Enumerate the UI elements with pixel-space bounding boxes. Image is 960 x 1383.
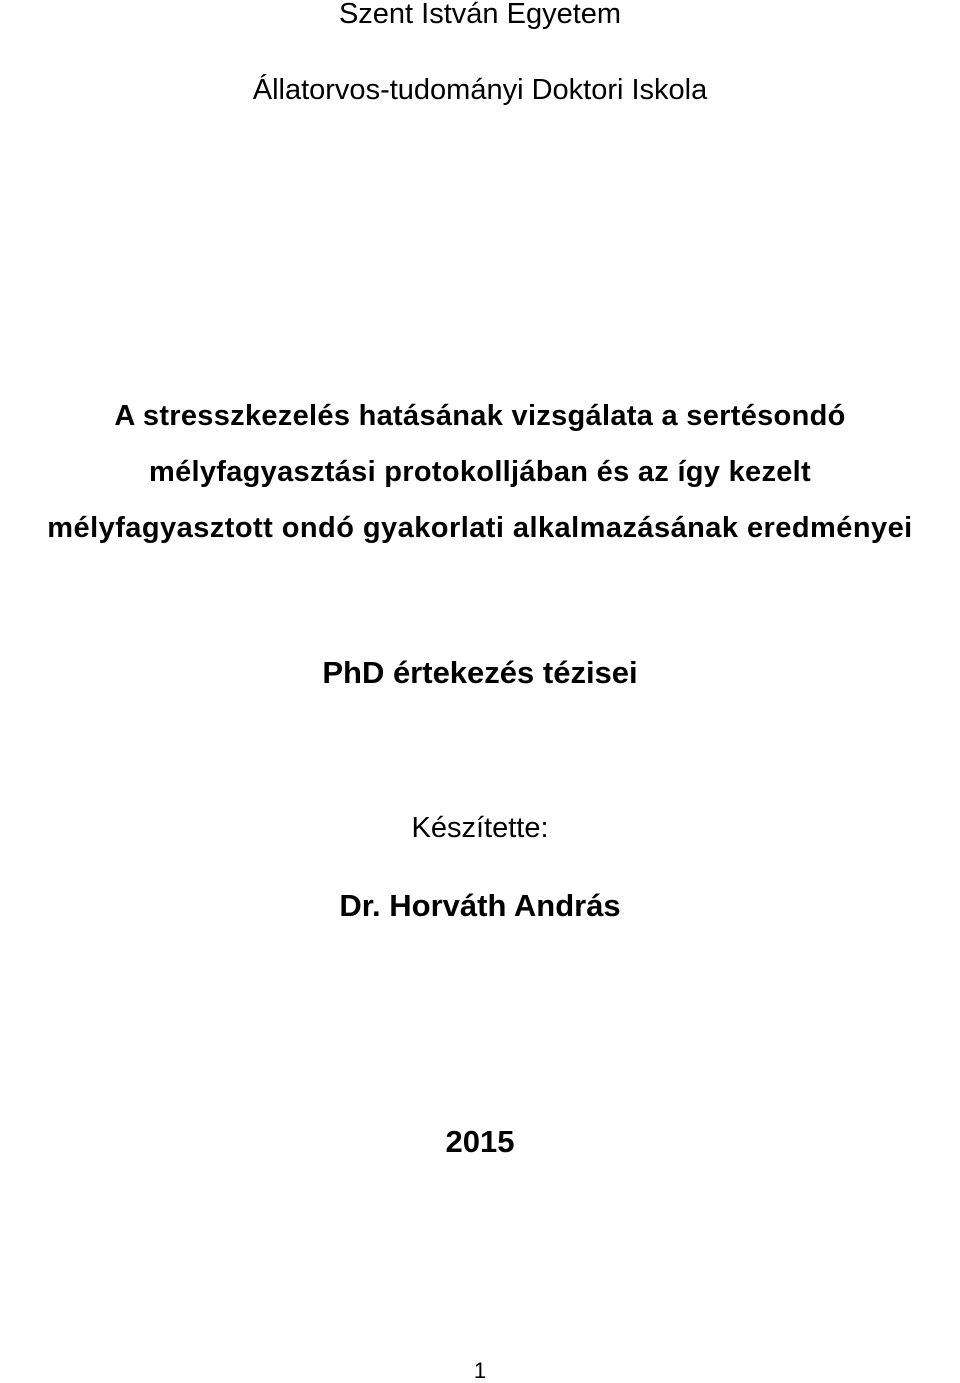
thesis-title-line-2: mélyfagyasztási protokolljában és az így kezelt [148, 456, 811, 488]
thesis-title-line-3: mélyfagyasztott ondó gyakorlati alkalmazásának eredményei [47, 512, 913, 544]
author-name: Dr. Horváth András [339, 888, 621, 923]
thesis-title-line-1: A stresszkezelés hatásának vizsgálata a sertésondó [114, 400, 846, 432]
prepared-by-label: Készítette: [411, 812, 549, 844]
thesis-title [0, 388, 960, 556]
publication-year: 2015 [445, 1124, 515, 1159]
doctoral-school-name: Állatorvos-tudományi Doktori Iskola [252, 74, 708, 106]
document-type: PhD értekezés tézisei [322, 655, 638, 690]
page-number: 1 [473, 1358, 487, 1383]
university-name: Szent István Egyetem [338, 0, 622, 30]
